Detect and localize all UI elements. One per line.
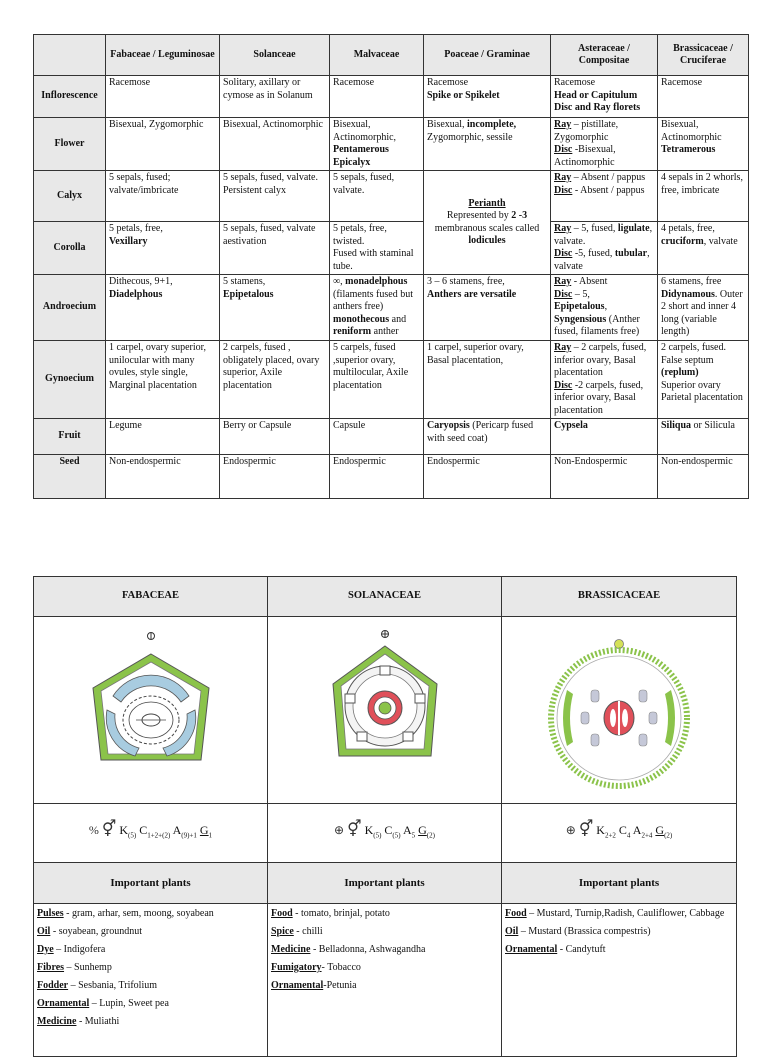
- plant-names: Candytuft: [565, 944, 606, 955]
- plant-category: Dye: [37, 944, 54, 955]
- bra-fruit-siliqua: Siliqua: [661, 420, 692, 431]
- sol-calyx-persistent: Persistent calyx: [223, 184, 287, 196]
- plant-separator: -: [76, 1016, 85, 1027]
- mal-flower-epicalyx: Epicalyx: [333, 156, 371, 168]
- ast-corolla-tubular: tubular: [614, 248, 648, 259]
- ast-andro-anther-fused: (Anther fused, filaments free): [554, 313, 640, 337]
- ast-infl-florets: Disc and Ray florets: [554, 102, 641, 113]
- plant-category: Fibres: [37, 962, 65, 973]
- fab-formula-c-sub: 1+2+(2): [147, 831, 171, 840]
- solanaceae-formula: [268, 804, 502, 863]
- mal-andro-reniform: reniform: [333, 326, 372, 337]
- perianth-lodicules: lodicules: [468, 235, 506, 246]
- plant-separator: –: [68, 980, 79, 991]
- ast-gyno-ray-text: – 2 carpels, fused, inferior ovary, Basal placentation: [554, 342, 647, 378]
- cell-poa-seed: Endospermic: [424, 455, 551, 499]
- cell-fab-seed: Non-endospermic: [106, 455, 220, 499]
- plant-category: Fodder: [37, 980, 69, 991]
- plant-item: [37, 959, 264, 977]
- header-brassicaceae: BRASSICACEAE: [502, 577, 737, 617]
- plant-names: Sunhemp: [74, 962, 112, 973]
- fab-formula-k: K: [119, 823, 129, 838]
- bra-formula-g-sub: (2): [664, 831, 673, 840]
- fab-formula-a: A: [172, 823, 182, 838]
- plant-item: [37, 941, 264, 959]
- fab-corolla-text: 5 petals, free,: [109, 223, 163, 234]
- poa-andro-versatile: Anthers are versatile: [427, 288, 517, 300]
- cell-mal-calyx: 5 sepals, fused, valvate.: [330, 171, 424, 222]
- plant-category: Spice: [271, 926, 294, 937]
- bra-formula-c-sub: 4: [626, 831, 631, 840]
- plant-names: Belladonna, Ashwagandha: [318, 944, 426, 955]
- cell-fab-fruit: Legume: [106, 419, 220, 455]
- plant-category: Oil: [37, 926, 51, 937]
- plant-category: Ornamental: [505, 944, 558, 955]
- poa-flower-incomplete: incomplete,: [467, 119, 517, 130]
- row-androecium: [34, 275, 749, 341]
- mal-andro-anther: anther: [371, 326, 399, 337]
- cell-ast-corolla: [551, 222, 658, 275]
- fab-formula-k-sub: (5): [128, 831, 137, 840]
- cell-mal-inflorescence: Racemose: [330, 76, 424, 118]
- bra-gyno-superior: Superior ovary Parietal placentation: [661, 379, 743, 403]
- plant-separator: -: [292, 908, 302, 919]
- ast-gyno-disc-text: -2 carpels, fused, inferior ovary, Basal placentation: [554, 379, 644, 416]
- cell-bra-fruit: [658, 419, 749, 455]
- ast-corolla-disc: Disc: [554, 248, 573, 259]
- cell-sol-androecium: [220, 275, 330, 341]
- plant-names: Lupin, Sweet pea: [99, 998, 169, 1009]
- plant-item: [271, 923, 498, 941]
- important-plants-fab-header: Important plants: [34, 863, 268, 904]
- sol-formula-g: G: [418, 823, 427, 838]
- plant-category: Medicine: [271, 944, 311, 955]
- important-plants-header-row: [34, 863, 737, 904]
- family-comparison-table: [33, 34, 749, 499]
- ast-andro-disc-text: – 5,: [572, 288, 590, 300]
- plant-names: Mustard, Turnip,Radish, Cauliflower, Cabbage: [536, 908, 725, 919]
- cell-ast-fruit: [551, 419, 658, 455]
- cell-ast-flower: [551, 118, 658, 171]
- bra-formula-a-sub: 2+4: [641, 831, 653, 840]
- poa-andro-text: 3 – 6 stamens, free,: [427, 276, 505, 287]
- plant-item: [37, 977, 264, 995]
- bra-andro-outer: . Outer 2 short and inner 4 long (variable length): [661, 288, 743, 337]
- ast-infl-text: Racemose: [554, 77, 596, 88]
- sol-formula-c: C: [384, 823, 393, 838]
- bra-andro-text: 6 stamens, free: [661, 276, 722, 287]
- ast-andro-disc: Disc: [554, 288, 573, 300]
- ast-andro-ray: Ray: [554, 276, 572, 287]
- plant-category: Food: [271, 908, 293, 919]
- ast-corolla-valvate: , valvate.: [554, 223, 653, 247]
- bra-gyno-text: 2 carpels, fused. False septum: [661, 342, 726, 366]
- cell-sol-gynoecium: 2 carpels, fused , obligately placed, ovary superior, Axile placentation: [220, 341, 330, 419]
- brassicaceae-formula: [502, 804, 737, 863]
- row-label-inflorescence: Inflorescence: [34, 76, 106, 118]
- plant-category: Food: [505, 908, 527, 919]
- bra-gyno-replum: (replum): [661, 367, 699, 378]
- sol-plants-list: [268, 904, 502, 1057]
- fab-formula-g-sub: 1: [208, 831, 213, 840]
- plant-names: Muliathi: [84, 1016, 120, 1027]
- plant-separator: –: [89, 998, 100, 1009]
- important-plants-bra-header: Important plants: [502, 863, 737, 904]
- cell-fab-corolla: [106, 222, 220, 275]
- sol-formula-g-sub: (2): [426, 831, 435, 840]
- ast-fruit-cypsela: Cypsela: [554, 420, 588, 431]
- cell-sol-flower: Bisexual, Actinomorphic: [220, 118, 330, 171]
- fabaceae-floral-diagram: [51, 618, 251, 798]
- cell-poa-gynoecium: 1 carpel, superior ovary, Basal placentation,: [424, 341, 551, 419]
- row-label-androecium: Androecium: [34, 275, 106, 341]
- cell-bra-seed: Non-endospermic: [658, 455, 749, 499]
- col-header-solanceae: Solanceae: [220, 35, 330, 76]
- cell-poa-flower: [424, 118, 551, 171]
- bra-formula-a: A: [632, 823, 642, 838]
- ast-flower-ray: Ray: [554, 119, 572, 130]
- fab-andro-diadelphous: Diadelphous: [109, 288, 163, 300]
- ast-corolla-ray: Ray: [554, 223, 572, 234]
- row-flower: [34, 118, 749, 171]
- plant-item: [37, 1013, 264, 1031]
- perianth-text-a: Represented by: [446, 210, 512, 221]
- plant-separator: -: [323, 980, 327, 991]
- formula-row: [34, 804, 737, 863]
- header-fabaceae: FABACEAE: [34, 577, 268, 617]
- cell-sol-fruit: Berry or Capsule: [220, 419, 330, 455]
- plant-names: chilli: [302, 926, 323, 937]
- row-label-gynoecium: Gynoecium: [34, 341, 106, 419]
- poa-fruit-text: (Pericarp fused with seed coat): [427, 420, 534, 444]
- cell-mal-seed: Endospermic: [330, 455, 424, 499]
- cell-sol-seed: Endospermic: [220, 455, 330, 499]
- bra-fruit-silicula: or Silicula: [691, 420, 735, 431]
- col-header-malvaceae: Malvaceae: [330, 35, 424, 76]
- plant-category: Medicine: [37, 1016, 77, 1027]
- row-label-corolla: Corolla: [34, 222, 106, 275]
- bra-formula-g: G: [655, 823, 665, 838]
- cell-mal-corolla: [330, 222, 424, 275]
- poa-flower-rest: Zygomorphic, sessile: [427, 131, 513, 143]
- plant-item: [271, 977, 498, 995]
- zygomorphic-symbol-icon: %: [88, 823, 99, 838]
- mal-andro-filaments: (filaments fused but anthers free): [333, 288, 413, 312]
- bra-plants-list: [502, 904, 737, 1057]
- plant-names: Petunia: [326, 980, 357, 991]
- plant-names: soyabean, groundnut: [58, 926, 143, 937]
- plant-separator: –: [518, 926, 529, 937]
- mal-corolla-fused: Fused with staminal tube.: [333, 248, 414, 272]
- row-corolla: [34, 222, 749, 275]
- plant-names: tomato, brinjal, potato: [301, 908, 390, 919]
- sol-formula-c-sub: (5): [392, 831, 401, 840]
- fab-plants-list: [34, 904, 268, 1057]
- fabaceae-diagram-cell: [34, 617, 268, 804]
- cell-sol-calyx: [220, 171, 330, 222]
- plant-item: [271, 959, 498, 977]
- plant-category: Oil: [505, 926, 519, 937]
- cell-poa-fruit: [424, 419, 551, 455]
- fabaceae-formula: [34, 804, 268, 863]
- row-gynoecium: [34, 341, 749, 419]
- plant-item: [505, 923, 733, 941]
- row-calyx: [34, 171, 749, 222]
- sol-formula-k: K: [364, 823, 374, 838]
- fab-formula-c: C: [139, 823, 148, 838]
- plant-names: gram, arhar, sem, moong, soyabean: [72, 908, 214, 919]
- plant-category: Fumigatory: [271, 962, 322, 973]
- plant-separator: -: [321, 962, 328, 973]
- cell-ast-androecium: [551, 275, 658, 341]
- plant-separator: –: [64, 962, 75, 973]
- bra-flower-tetramerous: Tetramerous: [661, 144, 716, 155]
- col-header-poaceae: Poaceae / Graminae: [424, 35, 551, 76]
- cell-bra-inflorescence: Racemose: [658, 76, 749, 118]
- row-label-fruit: Fruit: [34, 419, 106, 455]
- sol-formula-k-sub: (5): [373, 831, 382, 840]
- cell-poa-perianth: [424, 171, 551, 275]
- diagram-header-row: [34, 577, 737, 617]
- plant-names: Tobacco: [327, 962, 361, 973]
- col-header-fabaceae: Fabaceae / Leguminosae: [106, 35, 220, 76]
- bisexual-symbol-icon: ⚥: [578, 821, 594, 839]
- cell-sol-corolla: 5 sepals, fused, valvate aestivation: [220, 222, 330, 275]
- cell-sol-inflorescence: Solitary, axillary or cymose as in Solanum: [220, 76, 330, 118]
- plant-item: [37, 995, 264, 1013]
- cell-bra-androecium: [658, 275, 749, 341]
- ast-andro-epipetalous: Epipetalous: [554, 301, 605, 312]
- sol-formula-a-sub: 5: [411, 831, 416, 840]
- ast-corolla-ray-text: – 5, fused,: [571, 223, 618, 234]
- mal-andro-monothecous: monothecous: [333, 313, 390, 325]
- cell-fab-androecium: [106, 275, 220, 341]
- bra-formula-k-sub: 2+2: [604, 831, 616, 840]
- cell-poa-inflorescence: [424, 76, 551, 118]
- plant-item: [37, 905, 264, 923]
- ast-andro-ray-text: - Absent: [571, 276, 608, 287]
- sol-calyx-text: 5 sepals, fused, valvate.: [223, 172, 318, 183]
- ast-calyx-disc-text: - Absent / pappus: [572, 184, 645, 196]
- ast-andro-comma: ,: [604, 301, 608, 312]
- header-solanaceae: SOLANACEAE: [268, 577, 502, 617]
- row-label-flower: Flower: [34, 118, 106, 171]
- row-label-calyx: Calyx: [34, 171, 106, 222]
- plant-separator: -: [310, 944, 319, 955]
- ast-gyno-disc: Disc: [554, 379, 573, 391]
- solanaceae-diagram-cell: [268, 617, 502, 804]
- corner-cell: [34, 35, 106, 76]
- plant-separator: -: [50, 926, 59, 937]
- row-inflorescence: [34, 76, 749, 118]
- plant-item: [271, 905, 498, 923]
- bisexual-symbol-icon: ⚥: [347, 821, 362, 839]
- ast-corolla-disc-text: -5, fused,: [572, 248, 615, 259]
- fab-formula-a-sub: (9)+1: [181, 831, 197, 840]
- cell-mal-androecium: [330, 275, 424, 341]
- col-header-brassicaceae: Brassicaceae / Cruciferae: [658, 35, 749, 76]
- poa-infl-bold: Spike or Spikelet: [427, 89, 500, 101]
- mal-andro-monadelphous: monadelphous: [345, 276, 408, 287]
- cell-ast-gynoecium: [551, 341, 658, 419]
- cell-bra-calyx: 4 sepals in 2 whorls, free, imbricate: [658, 171, 749, 222]
- col-header-asteraceae: Asteraceae / Compositae: [551, 35, 658, 76]
- important-plants-sol-header: Important plants: [268, 863, 502, 904]
- cell-mal-gynoecium: 5 carpels, fused ,superior ovary, multilocular, Axile placentation: [330, 341, 424, 419]
- plant-names: Mustard (Brassica compestris): [528, 926, 651, 937]
- ast-gyno-ray: Ray: [554, 342, 572, 353]
- plant-item: [505, 905, 733, 923]
- poa-fruit-caryopsis: Caryopsis: [427, 420, 470, 431]
- brassicaceae-diagram-cell: [502, 617, 737, 804]
- brassicaceae-floral-diagram: [519, 618, 719, 798]
- cell-bra-flower: [658, 118, 749, 171]
- cell-ast-inflorescence: [551, 76, 658, 118]
- bra-formula-k: K: [596, 823, 605, 838]
- ast-calyx-ray-text: – Absent / pappus: [571, 172, 646, 183]
- sol-andro-text: 5 stamens,: [223, 276, 266, 287]
- cell-fab-calyx: 5 sepals, fused; valvate/imbricate: [106, 171, 220, 222]
- plant-category: Pulses: [37, 908, 64, 919]
- plant-names: Sesbania, Trifolium: [78, 980, 158, 991]
- ast-corolla-ligulate: ligulate: [617, 223, 650, 234]
- cell-bra-gynoecium: [658, 341, 749, 419]
- sol-andro-epipetalous: Epipetalous: [223, 288, 274, 300]
- mal-corolla-text: 5 petals, free, twisted.: [333, 223, 387, 247]
- poa-flower-text: Bisexual,: [427, 119, 467, 130]
- row-fruit: [34, 419, 749, 455]
- plant-category: Ornamental: [37, 998, 90, 1009]
- diagram-row: [34, 617, 737, 804]
- actinomorphic-symbol-icon: ⊕: [565, 823, 576, 838]
- plant-separator: –: [526, 908, 537, 919]
- row-label-seed: Seed: [34, 455, 106, 499]
- cell-ast-calyx: [551, 171, 658, 222]
- plant-separator: -: [293, 926, 303, 937]
- poa-infl-text: Racemose: [427, 77, 469, 88]
- cell-fab-gynoecium: 1 carpel, ovary superior, unilocular with many ovules, style single, Marginal placentation: [106, 341, 220, 419]
- table-header-row: [34, 35, 749, 76]
- cell-poa-androecium: [424, 275, 551, 341]
- cell-bra-corolla: [658, 222, 749, 275]
- plant-names: Indigofera: [63, 944, 106, 955]
- fab-formula-g: G: [199, 823, 209, 838]
- bisexual-symbol-icon: ⚥: [101, 821, 117, 839]
- actinomorphic-symbol-icon: ⊕: [334, 823, 345, 838]
- plant-category: Ornamental: [271, 980, 324, 991]
- plant-item: [271, 941, 498, 959]
- bra-flower-text: Bisexual, Actinomorphic: [661, 119, 722, 143]
- perianth-count: 2 -3: [511, 210, 528, 221]
- bra-corolla-text: 4 petals, free,: [661, 223, 715, 234]
- ast-corolla-valvate2: , valvate: [554, 248, 650, 272]
- plant-separator: -: [557, 944, 566, 955]
- plant-item: [37, 923, 264, 941]
- plant-separator: -: [63, 908, 73, 919]
- ast-flower-ray-text: – pistillate, Zygomorphic: [554, 119, 619, 143]
- mal-flower-pentamerous: Pentamerous: [333, 144, 389, 155]
- mal-andro-and: and: [389, 313, 407, 325]
- perianth-title: Perianth: [468, 197, 506, 209]
- plant-item: [505, 941, 733, 959]
- cell-mal-fruit: Capsule: [330, 419, 424, 455]
- ast-flower-disc: Disc: [554, 144, 573, 155]
- mal-flower-text: Bisexual, Actinomorphic,: [333, 119, 397, 143]
- fab-corolla-vexillary: Vexillary: [109, 235, 148, 247]
- ast-calyx-disc: Disc: [554, 184, 573, 196]
- bra-andro-didynamous: Didynamous: [661, 288, 715, 300]
- ast-calyx-ray: Ray: [554, 172, 572, 183]
- row-seed: [34, 455, 749, 499]
- important-plants-row: [34, 904, 737, 1057]
- cell-fab-inflorescence: Racemose: [106, 76, 220, 118]
- mal-andro-inf: ∞,: [333, 276, 346, 287]
- plant-separator: –: [53, 944, 64, 955]
- perianth-text-c: membranous scales called: [434, 222, 540, 234]
- ast-infl-head: Head or Capitulum: [554, 89, 638, 101]
- floral-diagram-table: [33, 576, 737, 1057]
- ast-andro-syngensious: Syngensious: [554, 313, 607, 325]
- bra-formula-c: C: [618, 823, 627, 838]
- bra-corolla-cruciform: cruciform: [661, 235, 704, 247]
- bra-corolla-valvate: , valvate: [703, 235, 738, 247]
- cell-ast-seed: Non-Endospermic: [551, 455, 658, 499]
- solanaceae-floral-diagram: [285, 618, 485, 798]
- fab-andro-text: Dithecous, 9+1,: [109, 276, 173, 287]
- cell-mal-flower: [330, 118, 424, 171]
- ast-flower-disc-text: -Bisexual, Actinomorphic: [554, 144, 616, 168]
- cell-fab-flower: Bisexual, Zygomorphic: [106, 118, 220, 171]
- sol-formula-a: A: [402, 823, 412, 838]
